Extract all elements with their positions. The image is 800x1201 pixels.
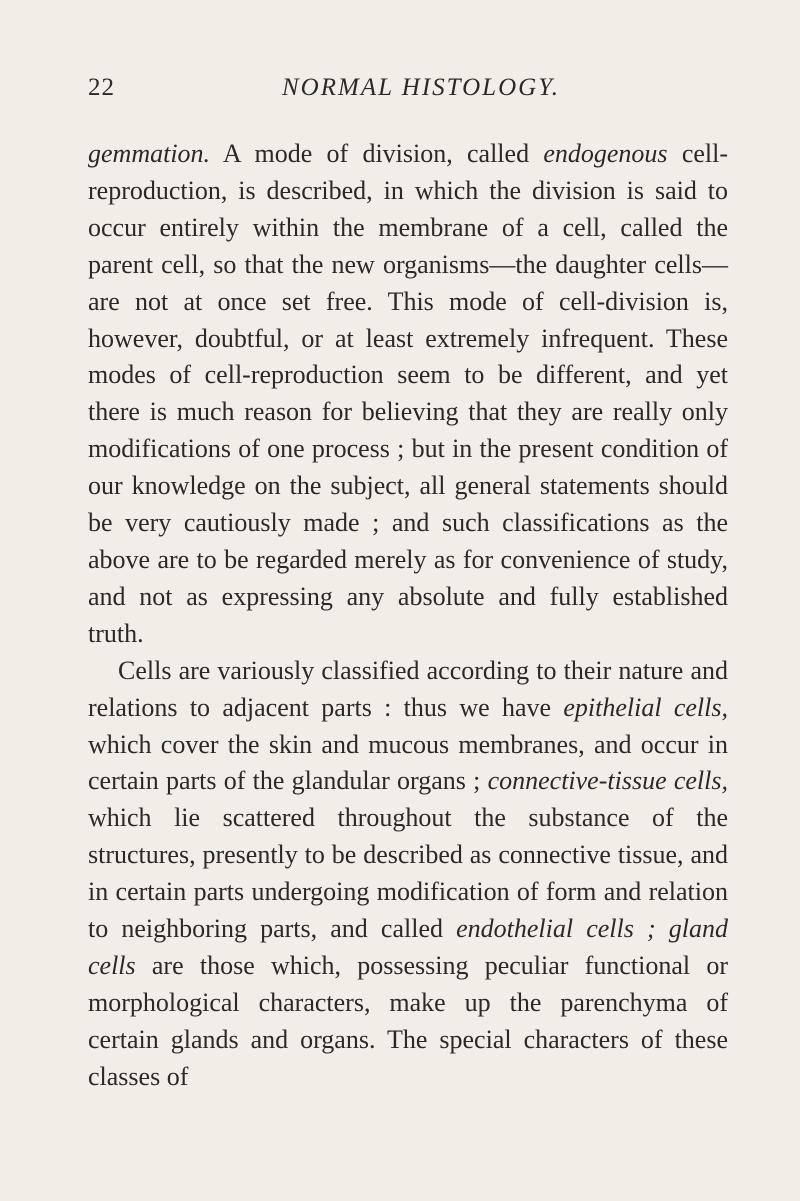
paragraph2-text-c: which lie scattered throughout the substance of the structures, presently to be described as connective tissue, and in certain parts undergoing modification of form and relation to neighboring parts, and called [88, 803, 728, 944]
page-number: 22 [88, 74, 115, 101]
body-text [88, 136, 728, 1096]
paragraph1-text-b: cell-reproduction, is described, in which the division is said to occur entirely within the membrane of a cell, called the parent cell, so that the new organisms—the daughter cells—are not at once set free. This mode of cell-division is, however, doubtful, or at least extremely infrequent. These modes of cell-reproduction seem to be different, and yet there is much reason for believing that they are really only modifications of one process ; but in the present condition of our knowledge on the subject, all general statements should be very cautiously made ; and such classifications as the above are to be regarded merely as for convenience of study, and not as expressing any absolute and fully established truth. [88, 139, 729, 648]
paragraph2-text-a: Cells are variously classified according to their nature and relations to adjacent parts : thus we have [88, 655, 728, 722]
page-header [88, 74, 728, 108]
term-gemmation: gemmation. [88, 139, 211, 168]
paragraph1-text-a: A mode of division, called [210, 139, 544, 168]
paragraph-gemmation [88, 136, 728, 653]
running-head: NORMAL HISTOLOGY. [282, 74, 561, 101]
term-endothelial-cells: endothelial cells ; [456, 914, 656, 944]
paragraph2-text-b: which cover the skin and mucous membranes, and occur in certain parts of the glandular organs ; [88, 729, 728, 796]
paragraph-cell-classification [88, 653, 728, 1096]
term-connective-tissue-cells: connective-tissue cells, [487, 766, 728, 796]
paragraph2-text-d [656, 914, 669, 943]
term-gland-cells: gland cells [88, 914, 729, 980]
paragraph2-text-e: are those which, possessing peculiar functional or morphological characters, make up the parenchyma of certain glands and organs. The special characters of these classes of [88, 950, 728, 1091]
term-endogenous: endogenous [543, 139, 668, 168]
term-epithelial-cells: epithelial cells, [563, 692, 728, 722]
